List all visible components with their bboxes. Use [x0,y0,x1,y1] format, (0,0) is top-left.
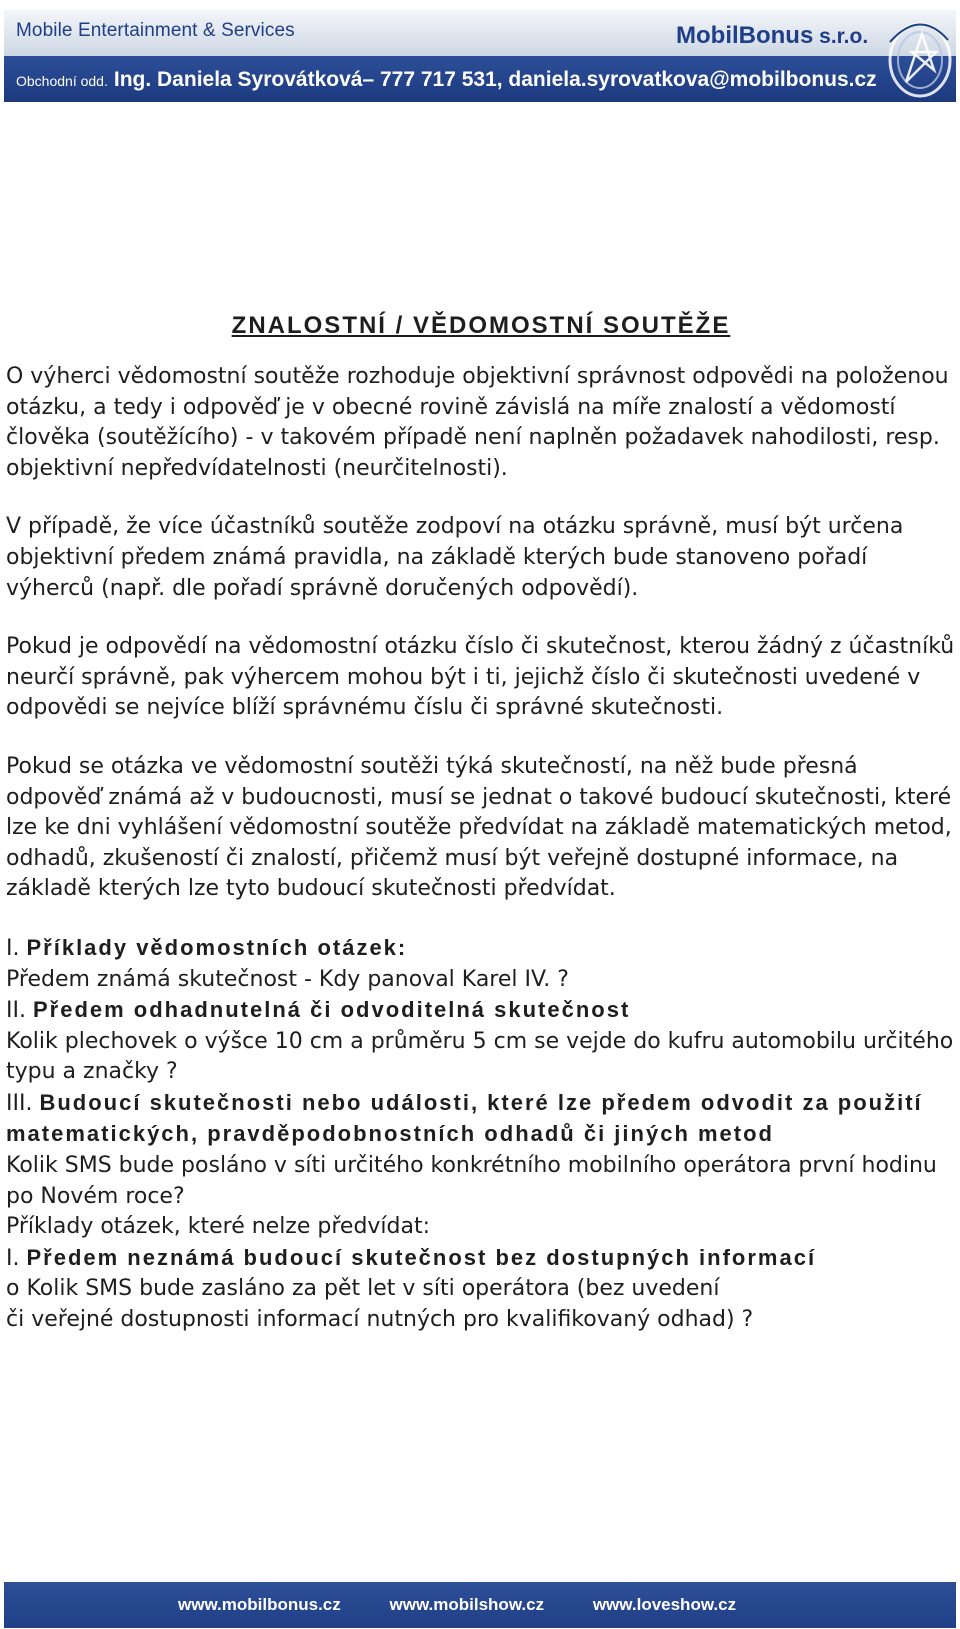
footer-link-mobilbonus[interactable]: www.mobilbonus.cz [178,1595,341,1614]
examples-heading-1-text: Příklady vědomostních otázek: [26,934,408,960]
examples-heading-3-text: Budoucí skutečnosti nebo události, které lze předem odvodit za použití matematických, pravděpodobnostních odhadů či jiných metod [6,1089,923,1147]
example-line-6: či veřejné dostupnosti informací nutných pro kvalifikovaný odhad) ? [6,1307,754,1333]
example-line-5: o Kolik SMS bude zasláno za pět let v síti operátora (bez uvedení [6,1276,720,1302]
paragraph-1: O výherci vědomostní soutěže rozhoduje objektivní správnost odpovědi na položenou otázku, a tedy i odpověď je v obecné rovině závislá na míře znalostí a vědomostí člověka (soutěžícího) - v takovém případě není naplněn požadavek nahodilosti, resp. objektivní nepředvídatelnosti (neurčitelnosti). [6,364,949,481]
examples-heading-2-number: II. [6,998,26,1024]
example-line-3: Kolik SMS bude posláno v síti určitého konkrétního mobilního operátora první hodinu po Novém roce? [6,1153,937,1209]
document-title: ZNALOSTNÍ / VĚDOMOSTNÍ SOUTĚŽE [231,312,731,339]
footer-links [178,1595,780,1615]
examples-section [6,933,956,1336]
brand-name-suffix: s.r.o. [813,25,869,48]
footer-link-loveshow[interactable]: www.loveshow.cz [592,1595,737,1614]
contact-details: Ing. Daniela Syrovátková– 777 717 531, daniela.syrovatkova@mobilbonus.cz [113,68,877,91]
examples-heading-4 [6,1243,956,1275]
example-line-2: Kolik plechovek o výšce 10 cm a průměru 5 cm se vejde do kufru automobilu určitého typu a značky ? [6,1028,954,1085]
mobilbonus-logo-icon [882,12,954,100]
contact-department: Obchodní odd. [16,73,108,89]
examples-heading-1 [6,933,956,965]
examples-heading-3 [6,1088,956,1151]
example-line-1: Předem známá skutečnost - Kdy panoval Karel IV. ? [6,966,569,992]
paragraph-3: Pokud je odpovědí na vědomostní otázku číslo či skutečnost, kterou žádný z účastníků neurčí správně, pak výhercem mohou být i ti, jejichž číslo či skutečnosti uvedené v odpovědi se nejvíce blíží správnému číslu či správné skutečnosti. [6,634,955,721]
examples-heading-2 [6,995,956,1027]
footer-banner [4,1582,956,1628]
contact-line [16,68,877,92]
examples-heading-3-number: III. [6,1090,33,1116]
examples-heading-2-text: Předem odhadnutelná či odvoditelná skutečnost [32,997,631,1023]
examples-heading-4-text: Předem neznámá budoucí skutečnost bez dostupných informací [26,1244,817,1270]
company-tagline: Mobile Entertainment & Services [16,20,295,41]
paragraph-2: V případě, že více účastníků soutěže zodpoví na otázku správně, musí být určena objektivní předem známá pravidla, na základě kterých bude stanoveno pořadí výherců (např. dle pořadí správně doručených odpovědí). [6,514,904,601]
example-line-4: Příklady otázek, které nelze předvídat: [6,1214,431,1240]
brand-name [676,22,868,50]
examples-heading-1-number: I. [6,935,20,961]
brand-name-main: MobilBonus [676,22,814,49]
footer-link-mobilshow[interactable]: www.mobilshow.cz [389,1595,545,1614]
document-body [6,310,956,1336]
paragraph-4: Pokud se otázka ve vědomostní soutěži týká skutečností, na něž bude přesná odpověď známá až v budoucnosti, musí se jednat o takové budoucí skutečnosti, které lze ke dni vyhlášení vědomostní soutěže předvídat na základě matematických metod, odhadů, zkušeností či znalostí, přičemž musí být veřejně dostupné informace, na základě kterých lze tyto budoucí skutečnosti předvídat. [6,753,952,902]
examples-heading-4-number: I. [6,1245,20,1271]
letterhead-banner [4,10,956,102]
